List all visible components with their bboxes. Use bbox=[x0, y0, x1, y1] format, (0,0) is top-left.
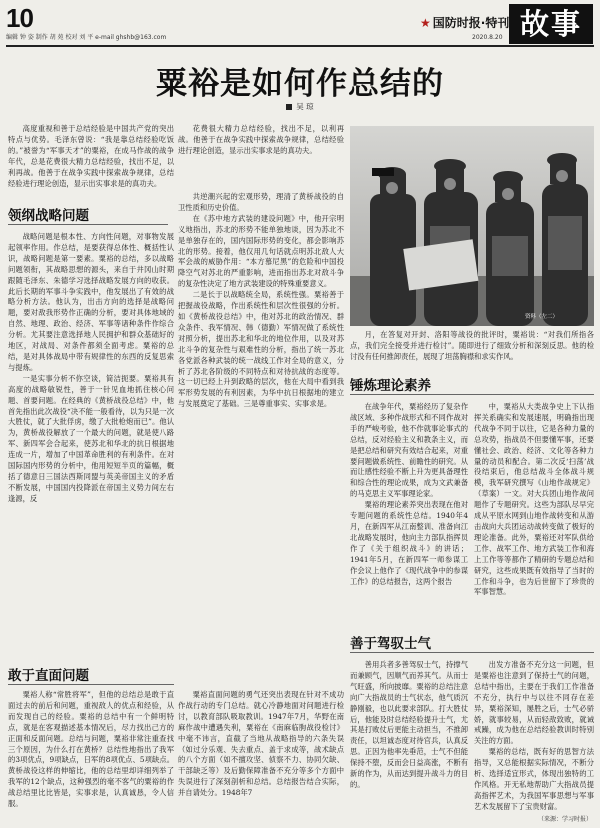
section4-col-3 bbox=[350, 660, 468, 824]
body-paragraph: 粟裕人称“常胜将军”，但他的总结总是敢于直面过去的前后和问题，重视敌人的优点和经验，从而发现自己的经验。粟裕的总结中有一个鲜明特点，就是在客观描述基本情况后，尽力找出己方的正面和反面问题。总结与问题，粟裕非常注重查找三个原因，为什么打在黄桥？总结性地指出了我军的3项优点，9项缺点，日军的8项优点、5项缺点。黄桥战役这样的伸缩比，他的总结里却详细列举了我军的12个缺点，这种强烈的毫不客气的粟裕的作战总结里比比皆是，实事求是，认真诚恳，令人信服。 bbox=[8, 690, 174, 809]
body-paragraph: 一是实事分析不你空谈，简洁扼要。粟裕具有高度的战略敏锐性，善于一针见血地抓住核心问题、首要问题。在经典的《黄桥战役总结》中，他首先指出此次战役“决不能一般看待，以为只是一次大胜仗，就了大批俘虏，缴了大批枪炮而已”。他认为，黄桥战役解放了一个最大的问题，就是使八路军、新四军会合起来，使苏北和华北的抗日根据地连成一片，增加了中国革命胜利的有利条件。在对国际国内形势的分析中，他用短短半页的篇幅，概括了德意日三国法西斯同盟与英美帝国主义的矛盾不断发展，中国国内投降派在帝国主义势力间左右逢源，反 bbox=[8, 373, 174, 503]
body-paragraph: 共逆潮兴起的宏观形势，理清了黄桥战役的自卫性质和历史价值。 bbox=[178, 192, 344, 212]
section-underline bbox=[8, 224, 168, 225]
section2-col-3 bbox=[350, 402, 468, 624]
article-title: 粟裕是如何作总结的 bbox=[156, 66, 444, 102]
header-rule bbox=[6, 45, 594, 47]
author-name: 吴 琼 bbox=[296, 102, 314, 111]
square-bullet-icon bbox=[286, 104, 292, 110]
intro-paragraph-continued: 花费很大精力总结经验，找出不足，以利再战。他善于在战争实践中探索战争规律，总结经验进行理论创造，显示出实事求是的真功夫。 bbox=[178, 124, 344, 155]
intro-paragraph: 高度重视和善于总结经验是中国共产党的突出特点与优势。毛泽东曾说：“我是靠总结经验吃饭的。”被誉为“军事天才”的粟裕，在成马作战的战争年代，总是花费很大精力总结经验，找出不足，以利再战。他善于在战争实践中探索战争规律，总结经验进行理论创造，显示出实事求是的真功夫。 bbox=[8, 124, 174, 188]
body-paragraph: 粟裕直面问题的勇气还突出表现在针对不成功作战行动的专门总结。就心冷静地面对问题进行检讨，以教育部队吸取教训。1947年7月，华野在南麻作战中遭遇失利，粟裕在《南麻临朐战役检讨》中毫不讳言，直截了当地从战略指导的六条失误（如过分乐观、失去重点、盖于求成等，战术缺点的八个方面（如不擅攻坚、侦察不力、协同欠缺、干部缺乏等）及后勤保障准备不充分等多个方面中失误进行了深刻剖析和总结。总结报告结合实际，并自请处分。1948年7 bbox=[178, 690, 344, 798]
section-heading-strategy: 领纲战略问题 bbox=[8, 208, 89, 224]
soldiers-photo-icon bbox=[350, 126, 594, 326]
intro-col-2 bbox=[178, 124, 344, 188]
brand-label: 国防时报·特刊 bbox=[432, 16, 510, 30]
section1-col-3 bbox=[350, 330, 594, 366]
body-paragraph: 在战争年代，粟裕经历了复杂作战区域、多种作战形式和不同作战对手的严峻考验，他不作就事论事式的总结，反对经验主义和教条主义，而是把总结和研究有效结合起来，对重要问题做系统性、前瞻性的研究。从而让感性经验不断上升为更具备理性和综合性的理论成果，成为文武兼备的马克思主义军事理论家。 bbox=[350, 402, 468, 499]
body-paragraph: 粟裕的总结，既有好的思智方法指导，又总能根据实际情况，不断分析、选择适宜形式，体现出独特的工作风格。开无私地帮助广大指战员提高指挥艺术，为我国军事思想与军事艺术发展留下了宝贵财富。 bbox=[474, 747, 594, 811]
body-paragraph: 二是长于以战略统全局，系统性强。粟裕善于把握战役战略，作出系统性和层次性很强的分析。如《黄桥战役总结》中，他对苏北的政治情况、群众条件、我军情况、韩（德勤）军情况做了系统性对照分析，提出苏北和华北的地位作用，以及对苏北斗争的复杂性与艰难性的分析，指出了统一苏北各党派各种武装的统一战线工作对全局的意义，分析了苏北各阶级的不同特点和对待抗战的态度等。这一切已经上升到政略的层次，他在大局中看到我军形势发展的有利因素，为华中抗日根据地的建立与发展奠定了基础。三是尊重事实、实事求是。 bbox=[178, 290, 344, 409]
section1-col-1 bbox=[8, 232, 174, 656]
photo-caption: 资料（左二） bbox=[525, 314, 559, 320]
body-paragraph: 在《苏中地方武装的建设问题》中，他开宗明义地指出，苏北的形势不能单独地谈，因为苏北不是单独存在的，国内国际形势的变化，都会影响苏北的形势。接着，他仅用几句话就点明苏北敌人大军会战的威胁作用：“本方慕尼黑”的危险和中国投降空气对苏北的严重影响，进而指出苏北对敌斗争的复杂性决定了地方武装建设的特殊重要意义。 bbox=[178, 213, 344, 289]
section-underline bbox=[350, 394, 594, 395]
section-heading-theory: 锤炼理论素养 bbox=[350, 378, 431, 394]
byline bbox=[0, 101, 600, 112]
star-icon: ★ bbox=[420, 16, 431, 30]
section-heading-morale: 善于驾驭士气 bbox=[350, 636, 431, 652]
historical-photo bbox=[350, 126, 594, 326]
body-paragraph: 粟裕的理论素养突出表现在他对专题问题的系统性总结。1940年4月，在新四军从江南整训、准备向江北战略发展时，他向主力部队指挥员作了《关于组织战斗》的讲话；1941年5月，在新四军一师参谋工作会议上他作了《现代战争中的参谋工作》的总结报告，这两个报告 bbox=[350, 500, 468, 586]
body-paragraph: 出发方准备不充分这一问题，但是粟裕也注意到了保持士气的问题，总结中指出，主要在于我们工作准备不充分，执行中与以往不同存在差异，粟裕深知，屡胜之后，士气必骄娇，就事较易，从而轻敌致败，就诫戒躁，成为他在总结经验教训时特别关注的方面。 bbox=[474, 660, 594, 746]
source-note: （来源：学习时报） bbox=[537, 816, 592, 823]
section2-col-4 bbox=[474, 402, 594, 624]
page-number: 10 bbox=[6, 3, 33, 33]
section3-col-1 bbox=[8, 690, 174, 824]
body-paragraph: 善用兵者多善驾驭士气，持撑气而兼顾气，因顺气而养其气。从而士气旺盛，所向披靡。粟裕的总结注意向广大指战员的士气状态，他气质沉静刚毅，也以此要求部队。打大胜仗后，他能及时总结经验提升士气，尤其是打败仗后更能主动担当，不推卸责任，以坦诚态度对待官兵，认真反思。正因为他率先垂范，士气不但能保持不堕，反而会日益高涨，不断有新的作为，从而达到提升战斗力的目的。 bbox=[350, 660, 468, 789]
section-heading-problems: 敢于直面问题 bbox=[8, 668, 89, 684]
section1-col-2 bbox=[178, 192, 344, 656]
body-paragraph: 中，粟裕从大类战争史上下认指挥关系确实和发展速展，明确指出现代战争不同于以往，它是各种力量的总攻势，指战员不但要懂军事，还要懂社会、政治、经济、文化等各种力量的动员和配合。第二次反‘扫荡’战役结束后，他总结战斗全体战斗规模，我军研究撰写《山地作战规定》（草案）一文。对大兵团山地作战问题作了专题研究。这些为部队尽早完成从平原水网到山地作战转变和从游击战向大兵团运动战转变做了极好的理论准备。此外，粟裕还对军队供给工作、战军工作、地方武装工作和海上工作等等都作了精研的专题总结和研究，这些成果既有效指导了当时的工作和斗争，也为后世留下了珍贵的军事智慧。 bbox=[474, 402, 594, 597]
issue-date: 2020.8.20 bbox=[472, 34, 503, 41]
section-badge: 故事 bbox=[509, 4, 593, 44]
section3-col-2 bbox=[178, 690, 344, 824]
section-underline bbox=[8, 684, 174, 685]
intro-col-1 bbox=[8, 124, 174, 188]
body-paragraph: 月，在答复对开封、洛阳等战役的批评时，粟裕说：“对我们所指各点，我们完全接受并进行检讨”。随即进行了细致分析和深刻反思。他的检讨没有任何推卸责任，展现了坦荡胸襟和求实作风。 bbox=[350, 330, 594, 361]
body-paragraph: 战略问题是根本性、方向性问题，对事物发展起领率作用。作总结，是要获得总体性、概括性认识，战略问题是第一要素。粟裕的总结，多以战略问题领衔，其战略思想的源头，来自于井冈山时期跟随毛泽东、朱德学习选择战略发展方向的收获。此后长期的军事斗争实践中，他发展出了有效的战略分析方法。他认为，出击方向的选择是战略问题，要对敌我形势作正确的分析，要对具体地域的自然、地理、政治、经济、军事等诸种条件作综合分析。尤其要注意选择地人民拥护和群众基础好的地区，对战局、对条件都须全面考虑。粟裕的总结，是对具体战局中带有规律性的东西的反复思索与提炼。 bbox=[8, 232, 174, 372]
section-underline bbox=[350, 652, 594, 653]
newspaper-brand bbox=[420, 14, 509, 31]
section4-col-4 bbox=[474, 660, 594, 814]
editor-info-line: 编辑 钟 姿 制作 胡 苑 校对 刘 平 e-mail ghshb@163.com bbox=[6, 34, 167, 41]
